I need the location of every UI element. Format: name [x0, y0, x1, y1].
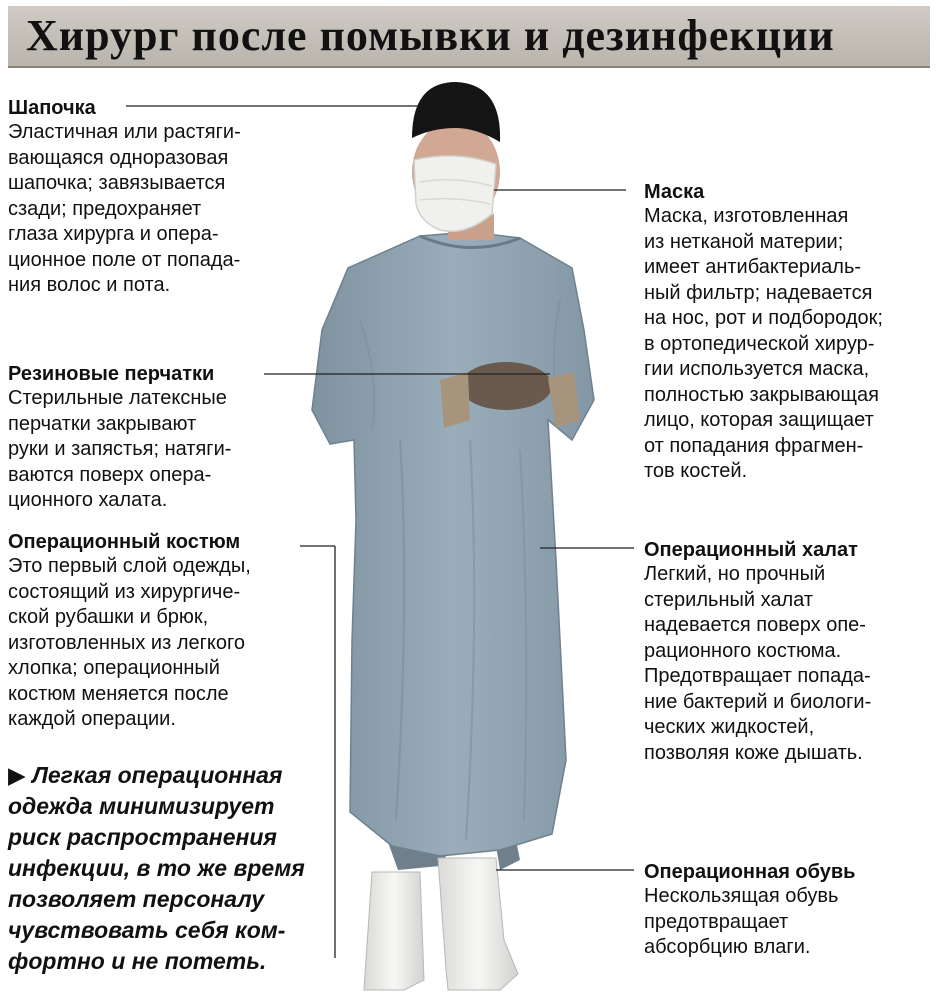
callout-cap-text: Эластичная или растяги- вающаяся одноразовая шапочка; завязывается сзади; предохраняет глаза хирурга и опера- ционное поле от попада- ния волос и пота.: [8, 121, 241, 296]
gown: [312, 232, 594, 856]
callout-mask: [644, 180, 883, 485]
page-title: Хирург после помывки и дезинфекции: [26, 11, 835, 60]
callout-suit-title: Операционный костюм: [8, 531, 241, 553]
callout-shoes-text: Нескользящая обувь предотвращает абсорбцию влаги.: [644, 885, 839, 958]
callout-gloves: [8, 362, 231, 514]
left-boot: [364, 872, 424, 990]
summary-note: [8, 760, 348, 977]
callout-gown-text: Легкий, но прочный стерильный халат надевается поверх опе- рационного костюма. Предотвращает попада- ние бактерий и биологи- ческих жидкостей, позволяя коже дышать.: [644, 563, 872, 764]
callout-gown: [644, 538, 871, 766]
summary-note-text: Легкая операционная одежда минимизирует риск распространения инфекции, в то же время позволяет персоналу чувствовать себя ком- фортно и не потеть.: [8, 762, 305, 974]
callout-cap: [8, 96, 241, 299]
callout-gown-title: Операционный халат: [644, 539, 858, 561]
gloves: [460, 362, 552, 410]
callout-cap-title: Шапочка: [8, 97, 96, 119]
right-boot: [438, 858, 518, 990]
callout-mask-text: Маска, изготовленная из нетканой материи; имеет антибактериаль- ный фильтр; надевается на нос, рот и подбородок; в ортопедической хирур- гии используется маска, полностью закрывающая лицо, которая защищает от попадания фрагмен- тов костей.: [644, 205, 883, 482]
callout-suit: [8, 530, 251, 733]
mask: [414, 156, 496, 231]
callout-gloves-text: Стерильные латексные перчатки закрывают руки и запястья; натяги- ваются поверх опера- ционного халата.: [8, 387, 232, 511]
callout-gloves-title: Резиновые перчатки: [8, 363, 215, 385]
callout-mask-title: Маска: [644, 181, 705, 203]
callout-shoes-title: Операционная обувь: [644, 861, 856, 883]
play-arrow-icon: ▶: [8, 762, 26, 788]
callout-suit-text: Это первый слой одежды, состоящий из хирургиче- ской рубашки и брюк, изготовленных из легкого хлопка; операционный костюм меняется после каждой операции.: [8, 555, 251, 730]
callout-shoes: [644, 860, 855, 961]
